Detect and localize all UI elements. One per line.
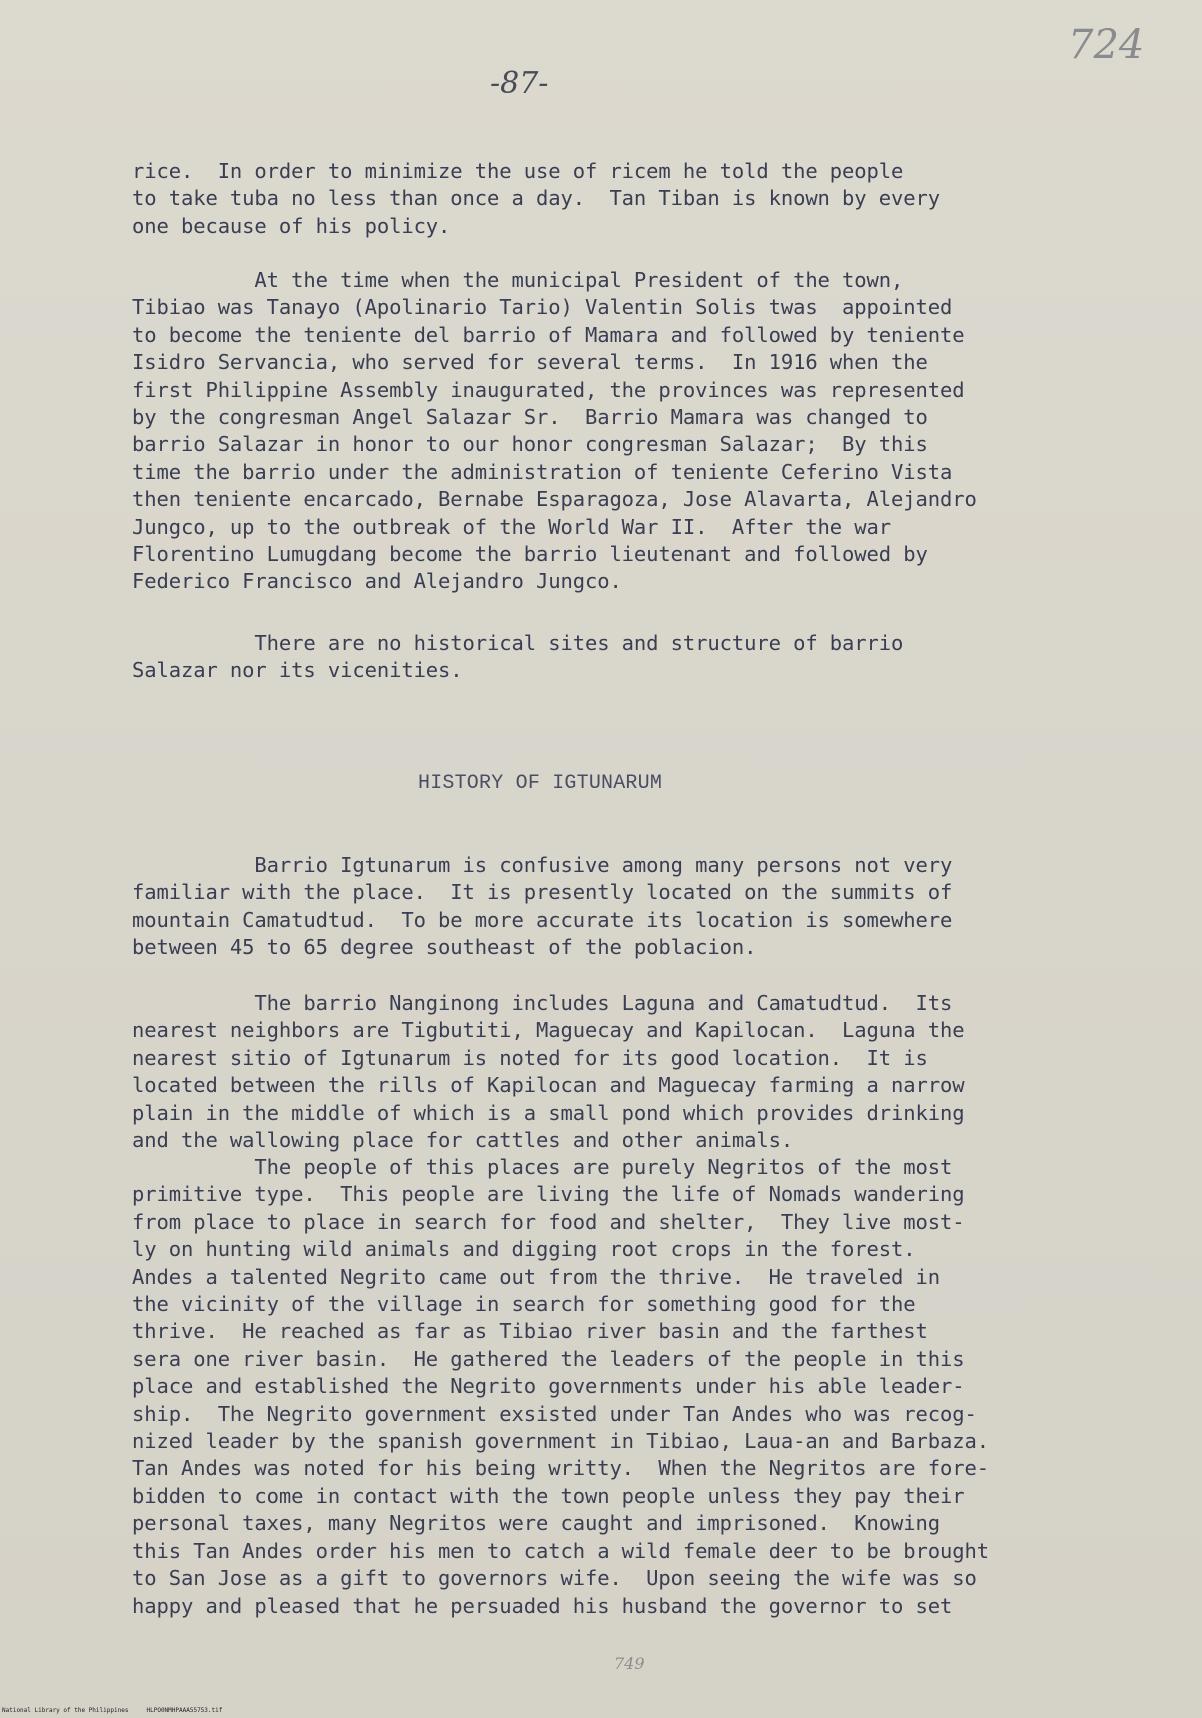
archive-footer: National Library of the Philippines HLPO0NMHPAAA55753.tif xyxy=(2,1707,223,1714)
paragraph-igtunarum-location: Barrio Igtunarum is confusive among many persons not very familiar with the place. It is presently located on the summits of mountain Camatudtud. To be more accurate its location is somewhere between 45 to 65 degree southeast of the poblacion. xyxy=(132,853,953,960)
paragraph-barrio-salazar-history: At the time when the municipal President of the town, Tibiao was Tanayo (Apolinario Tario) Valentin Solis twas appointed to become the teniente del barrio of Mamara and followed by teniente Isidro Servancia, who served for several terms. In 1916 when the first Philippine Assembly inaugurated, the provinces was represented by the congresman Angel Salazar Sr. Barrio Mamara was changed to barrio Salazar in honor to our honor congresman Salazar; By this time the barrio under the administration of teniente Ceferino Vista then teniente encarcado, Bernabe Esparagoza, Jose Alavarta, Alejandro Jungco, up to the outbreak of the World War II. After the war Florentino Lumugdang become the barrio lieutenant and followed by Federico Francisco and Alejandro Jungco. xyxy=(132,268,977,594)
section-heading: HISTORY OF IGTUNARUM xyxy=(418,772,663,795)
paragraph-historical-sites: There are no historical sites and structure of barrio Salazar nor its vicenities. xyxy=(132,631,904,683)
page-number: -87- xyxy=(490,66,549,101)
paragraph-nanginong-neighbors: The barrio Nanginong includes Laguna and Camatudtud. Its nearest neighbors are Tigbutiti, Maguecay and Kapilocan. Laguna the nearest sitio of Igtunarum is noted for its good location. It is located between the rills of Kapilocan and Maguecay farming a narrow plain in the middle of which is a small pond which provides drinking and the wallowing place for cattles and other animals. xyxy=(132,991,965,1153)
paragraph-negritos: The people of this places are purely Negritos of the most primitive type. This people are living the life of Nomads wandering from place to place in search for food and shelter, They live most- ly on hunting wild animals and digging root crops in the forest. Andes a talented Negrito came out from the thrive. He traveled in the vicinity of the village in search for something good for the thrive. He reached as far as Tibiao river basin and the farthest sera one river basin. He gathered the leaders of the people in this place and established the Negrito governments under his able leader- ship. The Negrito government exsisted under Tan Andes who was recog- nized leader by the spanish government in Tibiao, Laua-an and Barbaza. Tan Andes was noted for his being writty. When the Negritos are fore- bidden to come in contact with the town people unless they pay their personal taxes, many Negritos were caught and imprisoned. Knowing this Tan Andes order his men to catch a wild female deer to be brought to San Jose as a gift to governors wife. Upon seeing the wife was so happy and pleased that he persuaded his husband the governor to set xyxy=(132,1155,989,1618)
corner-page-number: 724 xyxy=(1068,22,1145,68)
bottom-number: 749 xyxy=(614,1654,645,1673)
paragraph-tuba-policy: rice. In order to minimize the use of ricem he told the people to take tuba no less than once a day. Tan Tiban is known by every one because of his policy. xyxy=(132,159,940,238)
